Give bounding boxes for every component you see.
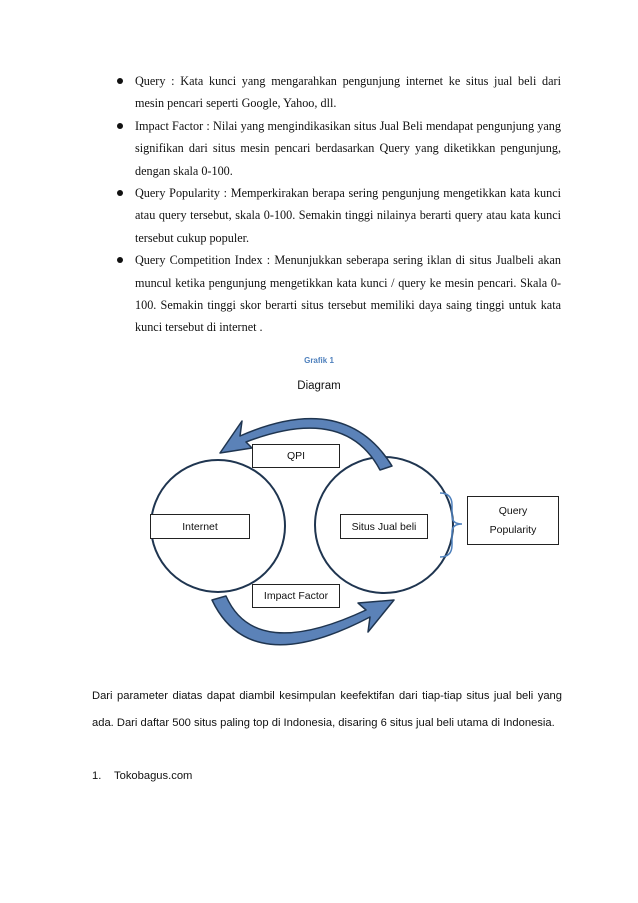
internet-box: Internet — [150, 514, 250, 539]
list-number: 1. — [92, 770, 102, 782]
conclusion-paragraph: Dari parameter diatas dapat diambil kesimpulan keefektifan dari tiap-tiap situs jual beli yang ada. Dari daftar 500 situs paling top di Indonesia, disaring 6 situs jual beli utama di Indonesia. — [92, 690, 562, 729]
numbered-list-item — [92, 763, 192, 790]
situs-jual-beli-box: Situs Jual beli — [340, 514, 428, 539]
bullet-text: Query : Kata kunci yang mengarahkan pengunjung internet ke situs jual beli dari mesin pencari seperti Google, Yahoo, dll. — [135, 74, 561, 111]
qpi-box: QPI — [252, 444, 340, 468]
bullet-text: Impact Factor : Nilai yang mengindikasikan situs Jual Beli mendapat pengunjung yang signifikan dari situs mesin pencari berdasarkan Query yang diketikkan pengunjung, dengan skala 0-100. — [135, 118, 561, 178]
list-item-text: Tokobagus.com — [114, 770, 193, 782]
bullet-text: Query Competition Index : Menunjukkan seberapa sering iklan di situs Jualbeli akan muncul ketika pengunjung mengetikkan kata kunci / query ke mesin pencari. Skala 0-100. Semakin tinggi skor berarti situs tersebut memiliki daya saing tinggi untuk kata kunci tersebut di internet . — [135, 253, 561, 335]
query-popularity-box: Query Popularity — [467, 496, 559, 545]
impact-factor-box: Impact Factor — [252, 584, 340, 608]
diagram-title: Diagram — [297, 380, 341, 392]
figure-label: Grafik 1 — [304, 356, 334, 365]
bullet-text: Query Popularity : Memperkirakan berapa sering pengunjung mengetikkan kata kunci atau query tersebut, skala 0-100. Semakin tinggi nilainya berarti query atau kata kunci tersebut cukup populer. — [135, 186, 561, 245]
right-bracket — [440, 493, 462, 557]
